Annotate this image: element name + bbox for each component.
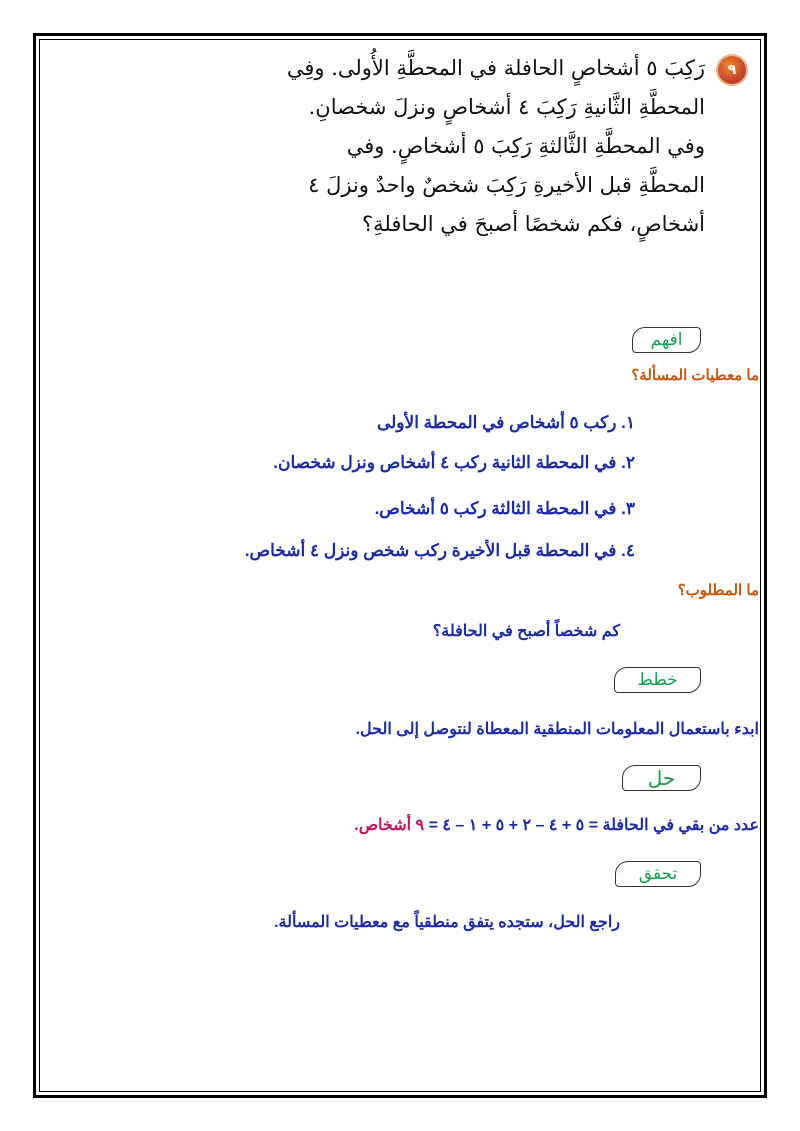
given-item: ١. ركب ٥ أشخاص في المحطة الأولى	[376, 413, 635, 432]
problem-line: أشخاصٍ، فكم شخصًا أصبحَ في الحافلةِ؟	[362, 212, 705, 236]
solution-line	[354, 815, 759, 835]
section-label-check: تحقق	[615, 861, 701, 887]
given-item: ٣. في المحطة الثالثة ركب ٥ أشخاص.	[374, 499, 635, 518]
problem-statement	[115, 49, 705, 244]
problem-line: المحطَّةِ قبل الأخيرةِ رَكِبَ شخصٌ واحدٌ ونزلَ ٤	[308, 173, 705, 197]
given-item: ٢. في المحطة الثانية ركب ٤ أشخاص ونزل شخصان.	[273, 453, 635, 472]
problem-line: وفي المحطَّةِ الثَّالثةِ رَكِبَ ٥ أشخاصٍ. وفي	[346, 134, 705, 158]
problem-line: رَكِبَ ٥ أشخاصٍ الحافلة في المحطَّةِ الأُولى. وفِي	[286, 56, 705, 80]
given-question: ما معطيات المسألة؟	[631, 367, 759, 384]
worksheet	[39, 39, 761, 1092]
plan-text: ابدء باستعمال المعلومات المنطقية المعطاة لنتوصل إلى الحل.	[355, 721, 759, 738]
problem-number-badge: ٩	[718, 56, 746, 84]
section-label-understand: افهم	[632, 327, 701, 353]
required-answer: كم شخصاً أصبح في الحافلة؟	[432, 623, 620, 640]
check-text: راجع الحل، ستجده يتفق منطقياً مع معطيات المسألة.	[274, 914, 620, 931]
section-label-plan: خطط	[614, 667, 701, 693]
problem-line: المحطَّةِ الثَّانيةِ رَكِبَ ٤ أشخاصٍ ونزلَ شخصانِ.	[308, 95, 705, 119]
solution-answer: ٩ أشخاص.	[354, 817, 425, 834]
solution-expression: عدد من بقي في الحافلة = ٥ + ٤ – ٢ + ٥ + ١ – ٤ =	[428, 817, 759, 834]
required-question: ما المطلوب؟	[677, 582, 759, 599]
section-label-solve: حل	[622, 765, 701, 791]
given-item: ٤. في المحطة قبل الأخيرة ركب شخص ونزل ٤ أشخاص.	[244, 541, 635, 560]
